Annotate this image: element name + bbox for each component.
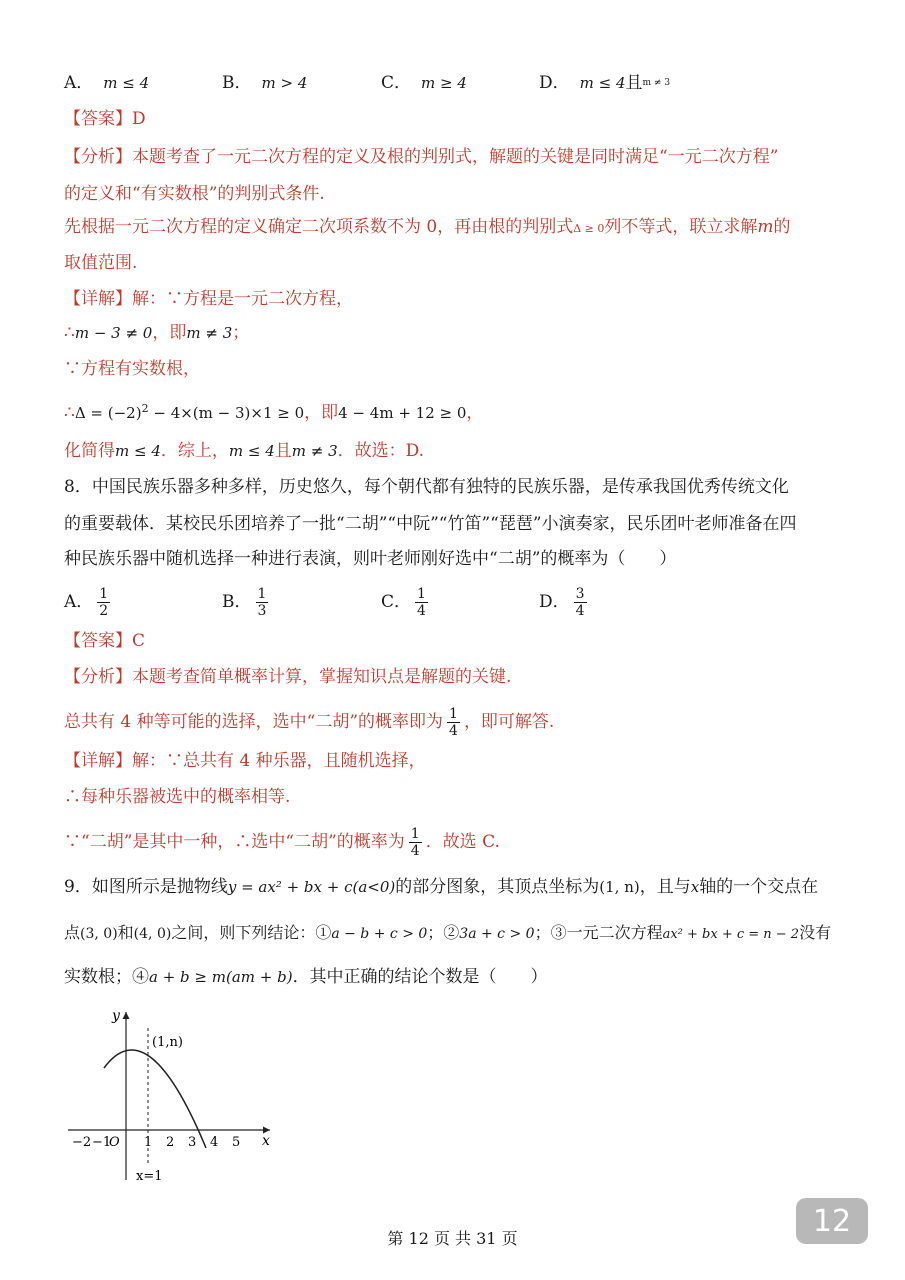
q7-option-c: C． m ≥ 4 (381, 73, 467, 93)
q7-detail-line-4: ∴Δ = $(-2)^2 - 4\times(m - 3)\times 1 \ge 0$，即4 − 4m + 12 ≥ 0， (64, 402, 484, 423)
q9-stem-line-3: 实数根；④a + b ≥ m(am + b)．其中正确的结论个数是（ ） (64, 967, 548, 987)
x-axis-label: x (262, 1133, 270, 1149)
q8-option-d: D． $\frac{3}{4}$ (539, 586, 585, 619)
q8-detail-line-2: ∴每种乐器被选中的概率相等. (64, 787, 291, 807)
page-footer: 第 12 页 共 31 页 (387, 1229, 518, 1248)
q7-detail-line-2: ∴m − 3 ≠ 0，即m ≠ 3； (64, 323, 250, 343)
q7-option-b: B． m > 4 (222, 73, 308, 93)
q9-stem-line-1: 9．如图所示是抛物线y = ax² + bx + c(a<0)的部分图象，其顶点坐标为(1, n)，且与x轴的一个交点在 (64, 877, 819, 897)
symmetry-axis-label: x=1 (136, 1169, 163, 1184)
tick-label: 2 (166, 1135, 175, 1150)
tick-label: −2 (72, 1135, 92, 1150)
tick-label: 5 (232, 1135, 241, 1150)
q7-option-a: A． m ≤ 4 (64, 73, 150, 93)
q8-detail-line-3: ∵“二胡”是其中一种，∴选中“二胡”的概率为 $\frac{1}{4}$ ．故选 C. (64, 826, 500, 859)
parabola-curve (104, 1050, 206, 1148)
vertex-label: (1,n) (152, 1035, 183, 1050)
q7-analysis-line-3: 先根据一元二次方程的定义确定二次项系数不为 0，再由根的判别式Δ ≥ 0列不等式，联立求解m的 (64, 217, 791, 237)
q7-detail-line-3: ∵方程有实数根， (64, 359, 200, 379)
origin-label: O (109, 1135, 120, 1150)
q7-detail-line-1: 【详解】解：∵方程是一元二次方程， (64, 289, 353, 309)
q8-stem-line-3: 种民族乐器中随机选择一种进行表演，则叶老师刚好选中“二胡”的概率为（ ） (64, 549, 677, 569)
q8-detail-line-1: 【详解】解：∵总共有 4 种乐器，且随机选择， (64, 751, 426, 771)
parabola-graph (60, 1000, 290, 1190)
q8-stem-line-2: 的重要载体．某校民乐团培养了一批“二胡”“中阮”“竹笛”“琵琶”小演奏家，民乐团叶老师准备在四 (64, 514, 797, 534)
q8-option-b: B． $\frac{1}{3}$ (222, 586, 267, 619)
q8-answer: 【答案】C (64, 631, 146, 651)
tick-label: 1 (144, 1135, 153, 1150)
q8-stem-line-1: 8．中国民族乐器多种多样，历史悠久，每个朝代都有独特的民族乐器，是传承我国优秀传统文化 (64, 477, 789, 497)
q7-answer: 【答案】D (64, 109, 146, 129)
tick-label: −1 (92, 1135, 112, 1150)
q8-option-c: C． $\frac{1}{4}$ (381, 586, 426, 619)
q7-analysis-line-1: 【分析】本题考查了一元二次方程的定义及根的判别式，解题的关键是同时满足“一元二次方程” (64, 147, 779, 167)
q7-detail-line-5: 化简得m ≤ 4．综上，m ≤ 4且m ≠ 3．故选：D. (64, 441, 425, 461)
q7-analysis-line-4: 取值范围. (64, 253, 138, 273)
tick-label: 3 (188, 1135, 197, 1150)
tick-label: 4 (210, 1135, 219, 1150)
page-number-badge: 12 (796, 1198, 868, 1244)
q9-stem-line-2: 点(3, 0)和(4, 0)之间，则下列结论：①a − b + c > 0；②3a + c > 0；③一元二次方程ax² + bx + c = n − 2没有 (64, 923, 832, 942)
y-axis-label: y (112, 1008, 120, 1024)
q7-option-d: D． m ≤ 4且$^{m \ne 3}$ (539, 73, 671, 93)
q8-option-a: A． $\frac{1}{2}$ (64, 586, 109, 619)
q8-analysis-line-1: 【分析】本题考查简单概率计算，掌握知识点是解题的关键. (64, 667, 512, 687)
q8-analysis-line-2: 总共有 4 种等可能的选择，选中“二胡”的概率即为 $\frac{1}{4}$ ，即可解答. (64, 706, 555, 739)
q7-analysis-line-2: 的定义和“有实数根”的判别式条件. (64, 184, 325, 204)
